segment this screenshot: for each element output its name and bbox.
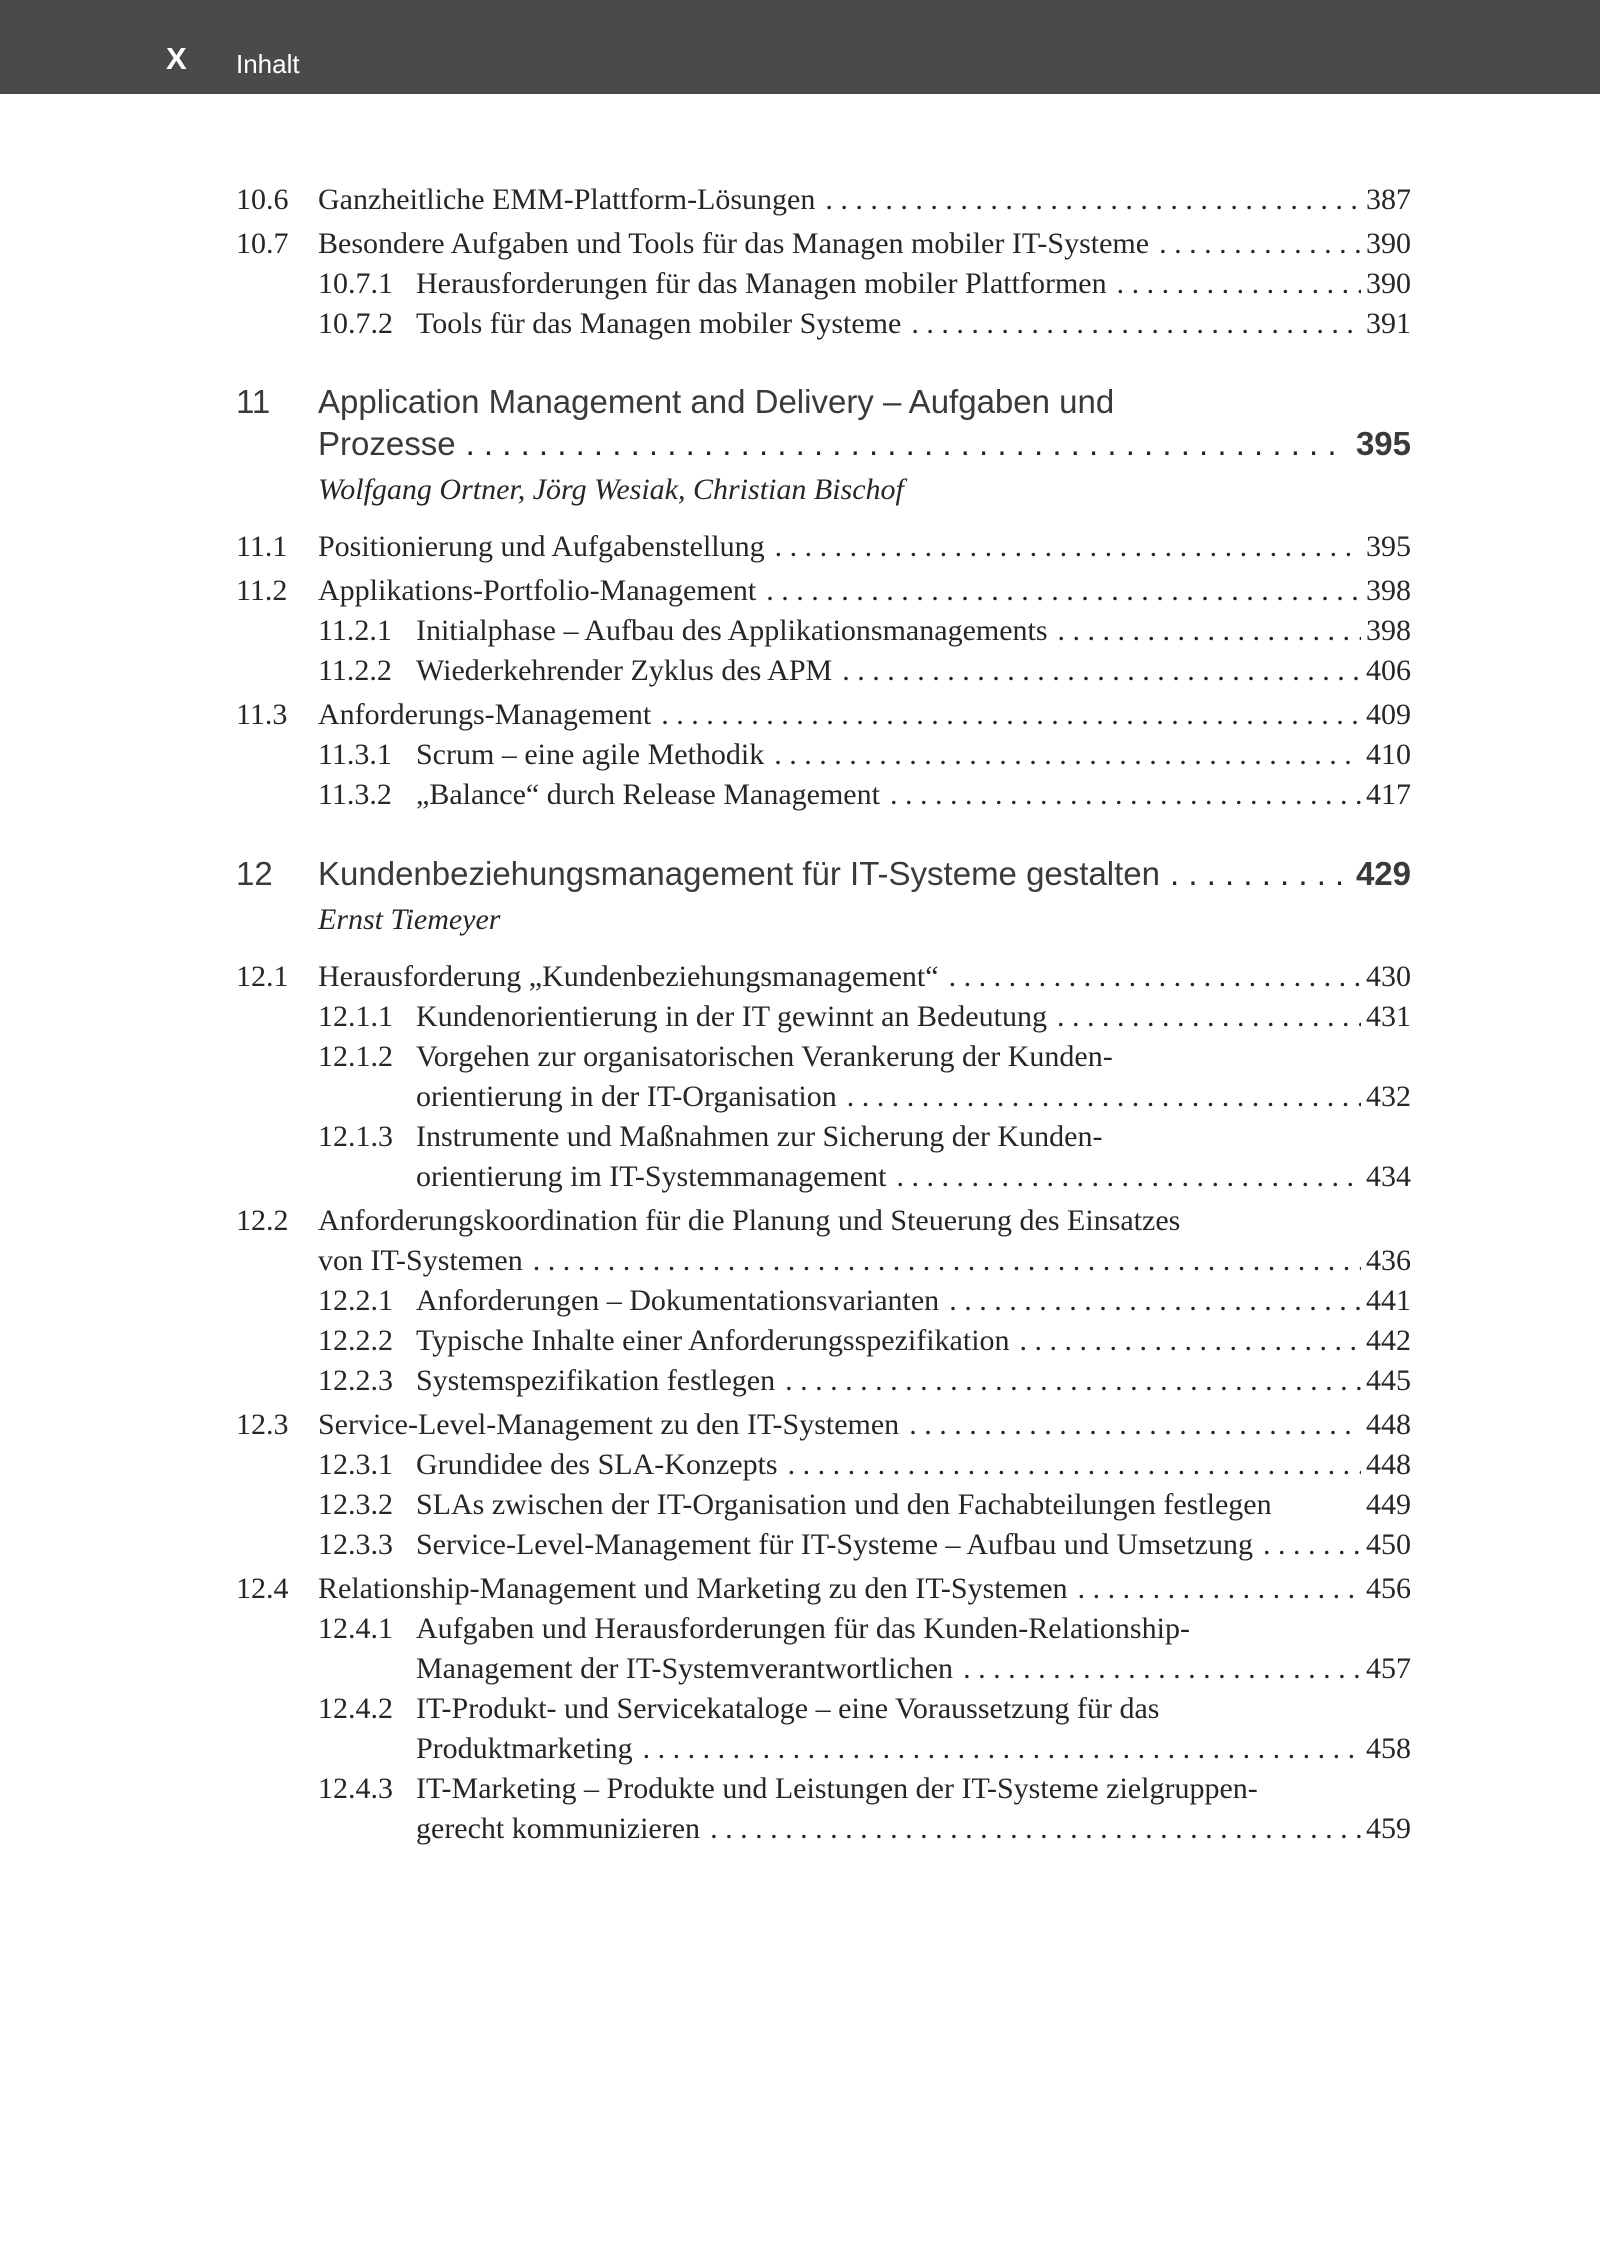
toc-entry[interactable] [0,1405,1600,1445]
entry-number: 12.4 [236,1572,289,1605]
entry-number: 12.2.1 [318,1284,393,1317]
entry-number: 12.2 [236,1204,289,1237]
leader-dots [1047,997,1361,1037]
chapter-heading-continued[interactable] [0,423,1600,465]
chapter-title-line: Kundenbeziehungsmanagement für IT-Systeme gestalten [318,855,1161,892]
chapter-title-line: Application Management and Delivery – Aufgaben und [318,383,1115,420]
leader-dots [651,695,1361,735]
entry-title-continued: von IT-Systemen [318,1244,523,1277]
entry-page: 431 [1366,1000,1411,1033]
entry-page: 458 [1366,1732,1411,1765]
leader-dots [901,304,1361,344]
entry-title: Herausforderung „Kundenbeziehungsmanagement“ [318,960,939,993]
entry-page: 450 [1366,1528,1411,1561]
entry-number: 12.2.2 [318,1324,393,1357]
entry-title: Positionierung und Aufgabenstellung [318,530,765,563]
leader-dots [880,775,1361,815]
entry-page: 430 [1366,960,1411,993]
toc-subentry[interactable] [0,1445,1600,1485]
entry-title: Besondere Aufgaben und Tools für das Managen mobiler IT-Systeme [318,227,1150,260]
toc-subentry[interactable] [0,1037,1600,1077]
author-names: Wolfgang Ortner, Jörg Wesiak, Christian Bischof [318,473,904,506]
entry-page: 448 [1366,1448,1411,1481]
toc-subentry-continued[interactable] [0,1157,1600,1197]
leader-dots [899,1405,1361,1445]
leader-dots [633,1729,1361,1769]
author-names: Ernst Tiemeyer [318,903,501,936]
entry-page: 398 [1366,574,1411,607]
chapter-page: 395 [1355,425,1411,462]
page-number: X [166,41,187,76]
entry-page: 448 [1366,1408,1411,1441]
entry-title: Tools für das Managen mobiler Systeme [416,307,902,340]
toc-subentry[interactable] [0,1525,1600,1565]
toc-entry[interactable] [0,224,1600,264]
entry-number: 11.2.1 [318,614,392,647]
entry-number: 12.3.3 [318,1528,393,1561]
toc-subentry-continued[interactable] [0,1649,1600,1689]
toc-entry[interactable] [0,571,1600,611]
toc-entry[interactable] [0,957,1600,997]
entry-number: 12.3 [236,1408,289,1441]
entry-title: Vorgehen zur organisatorischen Verankerung der Kunden- [416,1040,1113,1073]
entry-page: 406 [1366,654,1411,687]
toc-subentry[interactable] [0,1281,1600,1321]
entry-number: 11.2.2 [318,654,392,687]
chapter-number: 12 [236,855,273,892]
toc-subentry[interactable] [0,264,1600,304]
entry-title-continued: orientierung in der IT-Organisation [416,1080,837,1113]
chapter-title-line: Prozesse [318,425,456,462]
toc-entry[interactable] [0,1201,1600,1241]
leader-dots [764,735,1361,775]
entry-number: 12.3.2 [318,1488,393,1521]
entry-title: Anforderungs-Management [318,698,652,731]
entry-number: 10.7.2 [318,307,393,340]
entry-title: Typische Inhalte einer Anforderungsspezifikation [416,1324,1010,1357]
chapter-number: 11 [236,383,271,420]
entry-page: 398 [1366,614,1411,647]
entry-page: 390 [1366,267,1411,300]
entry-number: 12.3.1 [318,1448,393,1481]
entry-number: 11.3 [236,698,288,731]
entry-title-continued: orientierung im IT-Systemmanagement [416,1160,887,1193]
leader-dots [1253,1525,1361,1565]
toc-subentry[interactable] [0,1485,1600,1525]
leader-dots [1010,1321,1361,1361]
entry-number: 10.7 [236,227,289,260]
entry-title: Ganzheitliche EMM-Plattform-Lösungen [318,183,816,216]
entry-page: 434 [1366,1160,1411,1193]
entry-title-continued: Management der IT-Systemverantwortlichen [416,1652,954,1685]
entry-page: 395 [1366,530,1411,563]
leader-dots [756,571,1361,611]
leader-dots [765,527,1361,567]
entry-page: 387 [1366,183,1411,216]
leader-dots [1149,224,1361,264]
toc-subentry[interactable] [0,1321,1600,1361]
chapter-page: 429 [1355,855,1411,892]
entry-title: Service-Level-Management zu den IT-Systemen [318,1408,900,1441]
leader-dots [953,1649,1361,1689]
entry-page: 457 [1366,1652,1411,1685]
toc-subentry[interactable] [0,997,1600,1037]
entry-number: 12.1.2 [318,1040,393,1073]
entry-number: 11.3.2 [318,778,392,811]
entry-title: Instrumente und Maßnahmen zur Sicherung der Kunden- [416,1120,1103,1153]
entry-title: Scrum – eine agile Methodik [416,738,765,771]
toc-entry[interactable] [0,527,1600,567]
toc-entry-continued[interactable] [0,1241,1600,1281]
entry-number: 12.4.1 [318,1612,393,1645]
entry-page: 409 [1366,698,1411,731]
entry-page: 445 [1366,1364,1411,1397]
toc-subentry[interactable] [0,1689,1600,1729]
entry-page: 417 [1366,778,1411,811]
leader-dots [939,1281,1361,1321]
toc-subentry[interactable] [0,735,1600,775]
entry-number: 11.1 [236,530,288,563]
entry-number: 12.4.3 [318,1772,393,1805]
entry-page: 442 [1366,1324,1411,1357]
entry-title: Anforderungskoordination für die Planung und Steuerung des Einsatzes [318,1204,1181,1237]
toc-subentry[interactable] [0,1769,1600,1809]
entry-title: Anforderungen – Dokumentationsvarianten [416,1284,940,1317]
entry-title: „Balance“ durch Release Management [416,778,880,811]
entry-page: 391 [1366,307,1411,340]
leader-dots [523,1241,1361,1281]
toc-subentry[interactable] [0,775,1600,815]
toc-entry[interactable] [0,1569,1600,1609]
chapter-authors [0,470,1600,510]
chapter-heading[interactable] [0,381,1600,423]
entry-title: Grundidee des SLA-Konzepts [416,1448,778,1481]
toc-subentry[interactable] [0,651,1600,691]
leader-dots [700,1809,1361,1849]
leader-dots [837,1077,1361,1117]
entry-title-continued: Produktmarketing [416,1732,633,1765]
toc-subentry[interactable] [0,1117,1600,1157]
toc-subentry[interactable] [0,611,1600,651]
leader-dots [832,651,1361,691]
entry-title: SLAs zwischen der IT-Organisation und den Fachabteilungen festlegen [416,1488,1272,1521]
entry-page: 456 [1366,1572,1411,1605]
entry-number: 11.3.1 [318,738,392,771]
entry-number: 12.2.3 [318,1364,393,1397]
entry-title: Aufgaben und Herausforderungen für das Kunden-Relationship- [416,1612,1190,1645]
leader-dots [775,1361,1361,1401]
leader-dots [939,957,1361,997]
entry-title: Applikations-Portfolio-Management [318,574,757,607]
leader-dots [456,423,1341,465]
entry-number: 10.7.1 [318,267,393,300]
entry-number: 12.1 [236,960,289,993]
leader-dots [886,1157,1361,1197]
toc-subentry[interactable] [0,1609,1600,1649]
toc-subentry-continued[interactable] [0,1809,1600,1849]
entry-title: IT-Produkt- und Servicekataloge – eine Voraussetzung für das [416,1692,1160,1725]
toc-entry[interactable] [0,695,1600,735]
entry-page: 459 [1366,1812,1411,1845]
chapter-heading[interactable] [0,853,1600,895]
running-title: Inhalt [236,49,300,79]
toc-subentry-continued[interactable] [0,1077,1600,1117]
leader-dots [1068,1569,1361,1609]
entry-page: 441 [1366,1284,1411,1317]
entry-title: Systemspezifikation festlegen [416,1364,776,1397]
leader-dots [815,180,1361,220]
entry-number: 12.1.1 [318,1000,393,1033]
entry-title-continued: gerecht kommunizieren [416,1812,701,1845]
entry-page: 390 [1366,227,1411,260]
entry-title: Wiederkehrender Zyklus des APM [416,654,833,687]
chapter-authors [0,900,1600,940]
entry-number: 10.6 [236,183,289,216]
leader-dots [1160,853,1341,895]
toc-subentry[interactable] [0,304,1600,344]
entry-page: 436 [1366,1244,1411,1277]
leader-dots [1107,264,1361,304]
entry-title: Kundenorientierung in der IT gewinnt an Bedeutung [416,1000,1047,1033]
entry-number: 12.1.3 [318,1120,393,1153]
toc-subentry[interactable] [0,1361,1600,1401]
entry-page: 449 [1366,1488,1411,1521]
entry-title: Herausforderungen für das Managen mobiler Plattformen [416,267,1107,300]
leader-dots [778,1445,1361,1485]
toc-subentry-continued[interactable] [0,1729,1600,1769]
entry-number: 11.2 [236,574,288,607]
entry-page: 432 [1366,1080,1411,1113]
entry-title: Service-Level-Management für IT-Systeme – Aufbau und Umsetzung [416,1528,1253,1561]
entry-title: IT-Marketing – Produkte und Leistungen der IT-Systeme zielgruppen- [416,1772,1258,1805]
leader-dots [1048,611,1361,651]
entry-title: Initialphase – Aufbau des Applikationsmanagements [416,614,1048,647]
toc-entry[interactable] [0,180,1600,220]
entry-page: 410 [1366,738,1411,771]
entry-number: 12.4.2 [318,1692,393,1725]
entry-title: Relationship-Management und Marketing zu den IT-Systemen [318,1572,1068,1605]
